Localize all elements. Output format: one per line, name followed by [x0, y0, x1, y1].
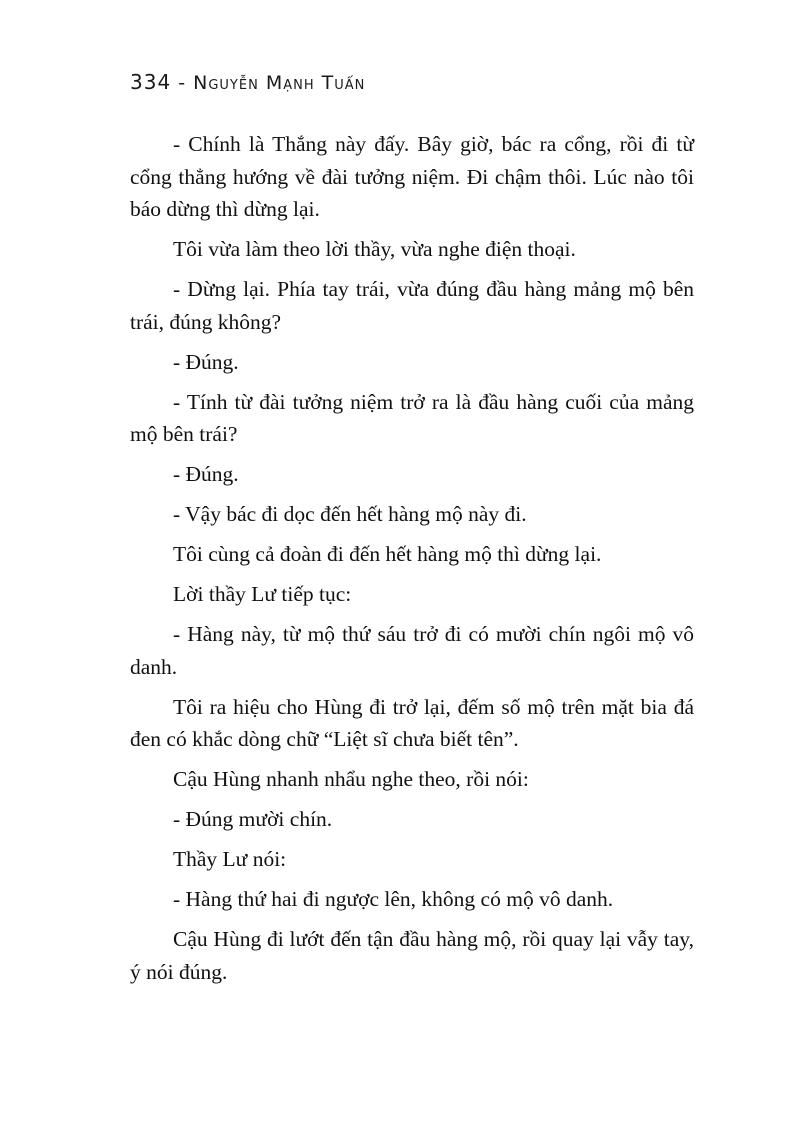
page-number: 334: [130, 70, 172, 94]
paragraph: - Đúng mười chín.: [173, 807, 333, 831]
paragraph: Tôi vừa làm theo lời thầy, vừa nghe điện thoại.: [173, 237, 576, 261]
paragraph: - Hàng này, từ mộ thứ sáu trở đi có mười chín ngôi mộ vô danh.: [130, 622, 694, 679]
paragraph: - Tính từ đài tưởng niệm trở ra là đầu hàng cuối của mảng mộ bên trái?: [130, 389, 694, 446]
header-separator: -: [171, 72, 194, 94]
running-header: [130, 70, 365, 94]
paragraph: - Chính là Thắng này đấy. Bây giờ, bác ra cổng, rồi đi từ cổng thẳng hướng về đài tưởng niệm. Đi chậm thôi. Lúc nào tôi báo dừng thì dừng lại.: [130, 132, 694, 221]
paragraph: - Dừng lại. Phía tay trái, vừa đúng đầu hàng mảng mộ bên trái, đúng không?: [130, 277, 694, 334]
page-body: [130, 128, 694, 996]
author-name: Nguyễn Mạnh Tuấn: [193, 72, 366, 94]
paragraph: Cậu Hùng nhanh nhẩu nghe theo, rồi nói:: [173, 767, 529, 791]
paragraph: Tôi cùng cả đoàn đi đến hết hàng mộ thì dừng lại.: [173, 542, 602, 566]
paragraph: Cậu Hùng đi lướt đến tận đầu hàng mộ, rồi quay lại vẫy tay, ý nói đúng.: [130, 927, 694, 984]
paragraph: - Đúng.: [173, 349, 239, 374]
paragraph: Lời thầy Lư tiếp tục:: [173, 582, 352, 606]
paragraph: Thầy Lư nói:: [173, 847, 287, 871]
paragraph: - Đúng.: [173, 462, 239, 486]
paragraph: - Vậy bác đi dọc đến hết hàng mộ này đi.: [173, 502, 527, 526]
paragraph: - Hàng thứ hai đi ngược lên, không có mộ vô danh.: [173, 887, 614, 911]
paragraph: Tôi ra hiệu cho Hùng đi trở lại, đếm số mộ trên mặt bia đá đen có khắc dòng chữ “Liệt sĩ chưa biết tên”.: [130, 694, 694, 751]
